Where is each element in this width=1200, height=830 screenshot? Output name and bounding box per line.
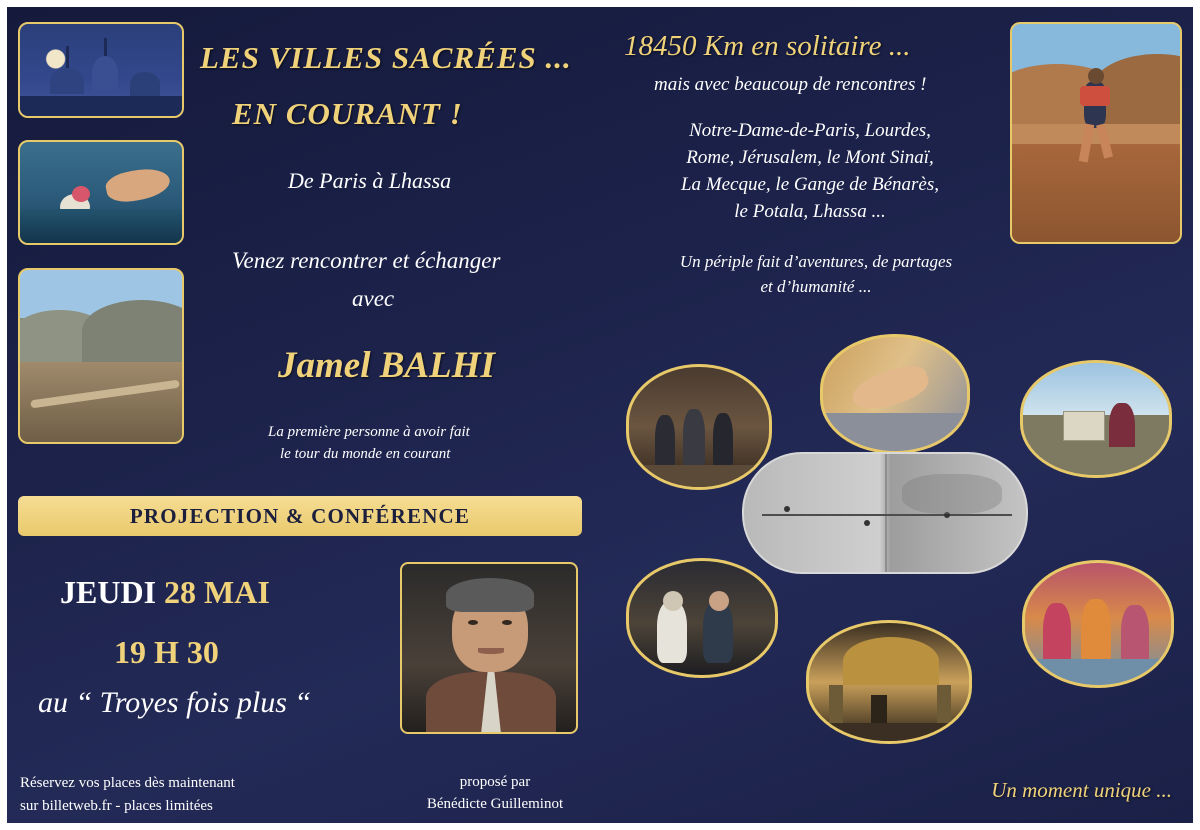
event-date-number: 28 MAI [164, 574, 270, 610]
photo-speaker-portrait [400, 562, 578, 734]
photo-himalaya-mountain-road [18, 268, 184, 444]
places-line-2: Rome, Jérusalem, le Mont Sinaï, [686, 146, 934, 168]
reservation-info [20, 772, 320, 817]
event-type-banner [18, 496, 582, 536]
photo-mosque-interior [806, 620, 972, 744]
event-time: 19 H 30 [114, 634, 219, 670]
places-line-4: le Potala, Lhassa ... [734, 200, 886, 222]
organizer-name: Bénédicte Guilleminot [426, 795, 564, 812]
event-type-label: PROJECTION & CONFÉRENCE [129, 503, 471, 528]
organizer-credit [380, 772, 610, 816]
event-date-day: JEUDI [60, 574, 165, 610]
photo-route-map [742, 452, 1028, 574]
invite-line-2: avec [352, 286, 395, 311]
speaker-name: Jamel BALHI [278, 345, 495, 386]
photo-blessing-hand [820, 334, 970, 454]
places-line-3: La Mecque, le Gange de Bénarès, [680, 173, 939, 195]
speaker-note-line-2: le tour du monde en courant [280, 446, 451, 462]
journey-line-2: et d’humanité ... [760, 276, 872, 296]
poster-title-line2: EN COURANT ! [232, 96, 463, 131]
photo-jerusalem-skyline [18, 22, 184, 118]
photo-runner-desert [1010, 22, 1182, 244]
event-date [60, 574, 270, 611]
photo-meeting-locals [626, 558, 778, 678]
distance-subline: mais avec beaucoup de rencontres ! [654, 74, 927, 95]
photo-ganges-pilgrims [1022, 560, 1174, 688]
poster-title-line1: LES VILLES SACRÉES ... [200, 40, 572, 75]
places-list [620, 118, 1000, 226]
organizer-label: proposé par [459, 774, 531, 790]
photo-monks-map [1020, 360, 1172, 478]
closing-tagline: Un moment unique ... [991, 778, 1172, 802]
poster-subtitle: De Paris à Lhassa [288, 168, 452, 193]
photo-hands-water-offering [18, 140, 184, 245]
journey-line-1: Un périple fait d’aventures, de partages [679, 252, 953, 271]
places-line-1: Notre-Dame-de-Paris, Lourdes, [689, 120, 931, 141]
speaker-note-line-1: La première personne à avoir fait [268, 424, 470, 440]
distance-headline: 18450 Km en solitaire ... [624, 30, 911, 62]
reservation-line-2[interactable]: sur billetweb.fr - places limitées [20, 797, 213, 814]
reservation-line-1: Réservez vos places dès maintenant [20, 775, 235, 791]
invite-line-1: Venez rencontrer et échanger [232, 248, 501, 273]
event-venue: au “ Troyes fois plus “ [38, 686, 312, 719]
journey-description [620, 250, 1012, 299]
